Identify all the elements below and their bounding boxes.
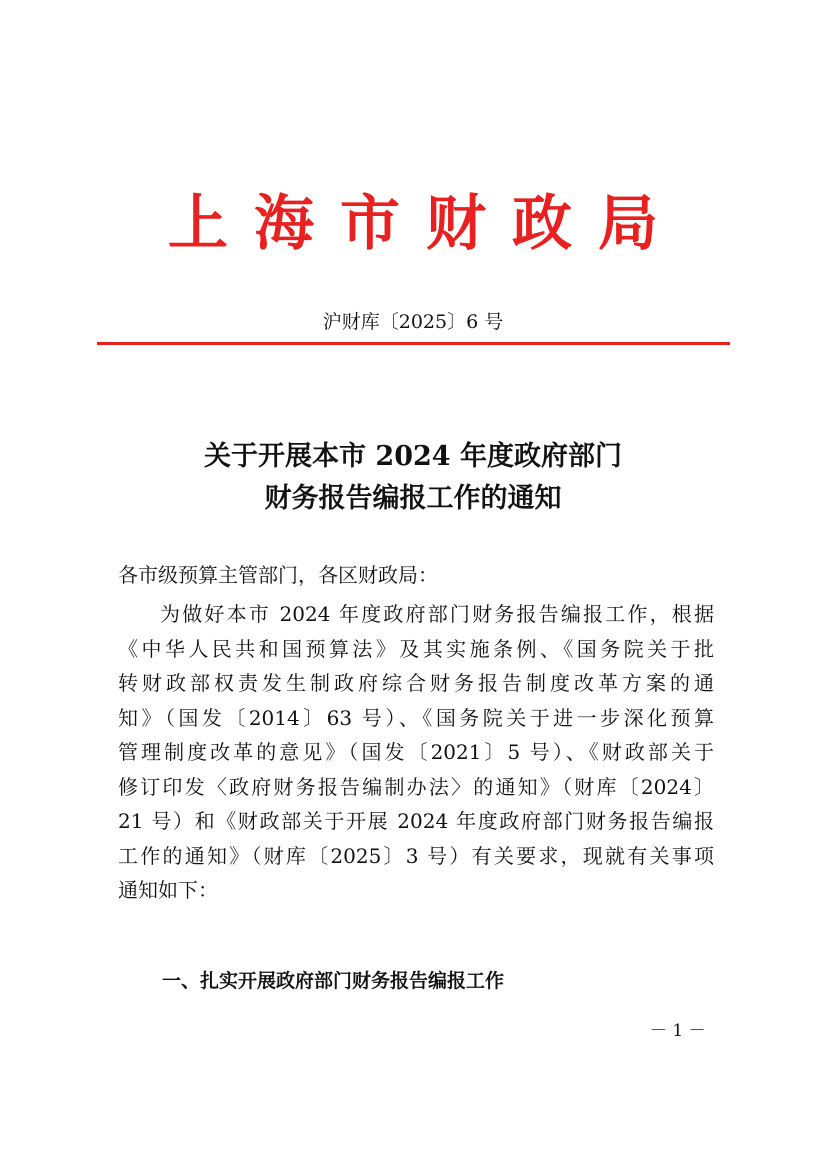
section-heading: 一、扎实开展政府部门财务报告编报工作 [162,970,505,992]
body-line: 21 号）和《财政部关于开展 2024 年度政府部门财务报告编报 [118,809,714,833]
body-line: 修订印发〈政府财务报告编制办法〉的通知》（财库〔2024〕 [118,774,714,799]
document-number: 沪财库〔2025〕6 号 [322,311,504,333]
body-paragraph [118,597,714,908]
body-line: 知》（国发〔2014〕63 号）、《国务院关于进一步深化预算 [118,705,714,730]
title-line-2: 财务报告编报工作的通知 [264,483,562,514]
body-line: 工作的通知》（财库〔2025〕3 号）有关要求，现就有关事项 [118,843,714,868]
body-line: 《中华人民共和国预算法》及其实施条例、《国务院关于批 [118,636,714,661]
title-line-1: 关于开展本市 2024 年度政府部门 [204,441,622,472]
body-line: 转财政部权责发生制政府综合财务报告制度改革方案的通 [118,671,714,695]
red-divider-rule [97,342,730,345]
body-line: 管理制度改革的意见》（国发〔2021〕5 号）、《财政部关于 [118,740,714,764]
masthead-title: 上海市财政局 [168,189,684,259]
document-title [0,436,826,520]
body-line: 为做好本市 2024 年度政府部门财务报告编报工作，根据 [160,602,714,626]
salutation: 各市级预算主管部门，各区财政局： [118,563,438,587]
page-number: － 1 － [650,1021,706,1041]
body-line: 通知如下： [118,878,218,902]
